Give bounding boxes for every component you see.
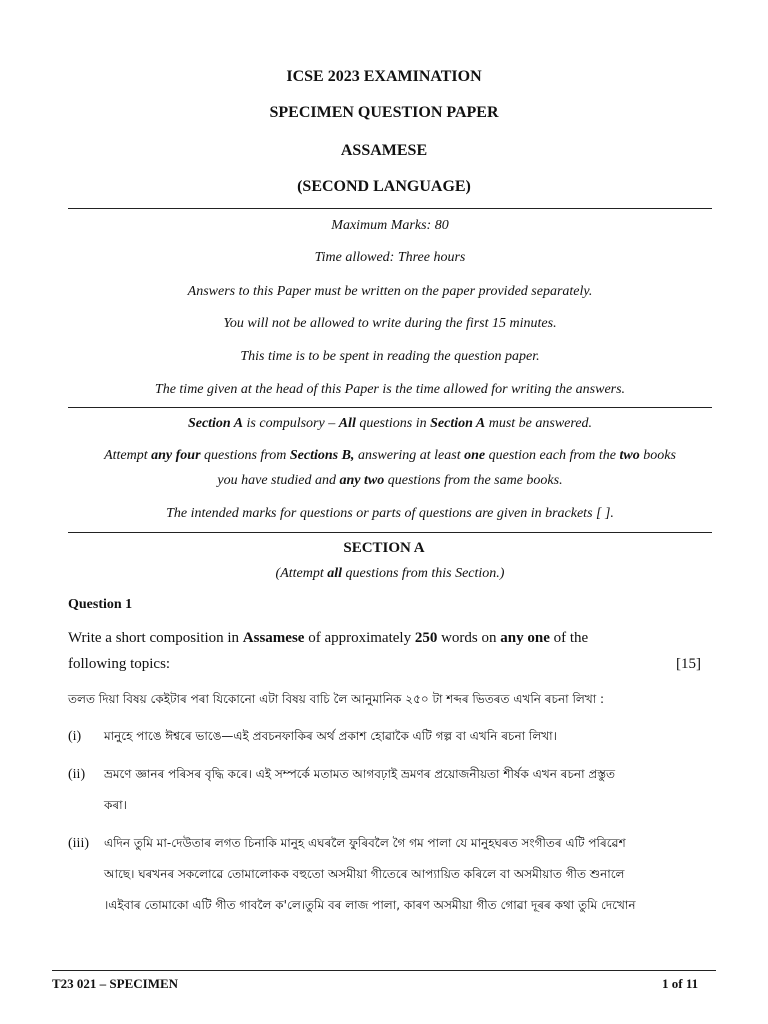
item-text-line: ভ্ৰমণে জ্ঞানৰ পৰিসৰ বৃদ্ধি কৰে। এই সম্পৰ্কে মতামত আগবঢ়াই ভ্ৰমণৰ প্ৰয়োজনীয়তা শীৰ্ষক এখন ৰচনা প্ৰস্তুত [104,767,615,781]
item-number: (iii) [68,836,89,851]
subject-title: ASSAMESE [340,142,428,159]
language-title: (SECOND LANGUAGE) [297,178,471,195]
rule-text: you have studied and [217,473,340,488]
rule-bold: one [464,448,486,463]
rule-section-a-bold-1: Section A [187,416,244,431]
rule-bold-all: All [338,416,356,431]
rule-text: question each from the [485,448,620,463]
assamese-intro: তলত দিয়া বিষয় কেইটাৰ পৰা যিকোনো এটা বিষয় বাচি লৈ আনুমানিক ২৫০ টা শব্দৰ ভিতৰত এখনি ৰচনা লিখা : [68,692,605,706]
instruction-no-writing: You will not be allowed to write during the first 15 minutes. [223,316,557,331]
rule-section-a [40,416,740,432]
prompt-bold: Assamese [242,630,305,646]
divider-top [68,208,712,209]
footer-rule [52,970,716,971]
rule-text: must be answered. [485,416,593,431]
item-text-line: মানুহে পাঙে ঈশ্বৰে ভাঙে—এই প্ৰবচনফাকিৰ অৰ্থ প্ৰকাশ হোৱাকৈ এটি গল্প বা এখনি ৰচনা লিখা। [104,729,557,743]
prompt-text: words on [437,630,501,646]
prompt-text: of approximately [304,630,415,646]
prompt-text: of the [549,630,589,646]
footer-page-number: 1 of 11 [662,976,699,991]
rule-section-a-bold-2: Section A [430,416,486,431]
divider-bottom [68,532,712,533]
rule-text: questions in [355,416,431,431]
section-title: SECTION A [343,540,425,556]
rule-text: questions from [200,448,290,463]
item-text-line: আছে। ঘৰখনৰ সকলোৱে তোমালোকক বহুতো অসমীয়া গীতেৰে আপ্যায়িত কৰিলে বা অসমীয়াত গীত শুনালে [104,867,625,881]
rule-text: answering at least [354,448,465,463]
prompt-bold: 250 [414,630,438,646]
rule-text: questions from the same books. [384,473,563,488]
exam-title: ICSE 2023 EXAMINATION [286,68,482,85]
time-allowed: Time allowed: Three hours [314,250,466,265]
prompt-bold: any one [500,630,550,646]
item-text-line: কৰা। [104,798,127,812]
section-subtitle [40,566,740,582]
rule-bold: any four [151,448,201,463]
rule-text: books [639,448,676,463]
item-text-line: এদিন তুমি মা-দেউতাৰ লগত চিনাকি মানুহ এঘৰলৈ ফুৰিবলৈ গৈ গম পালা যে মানুহঘৰত সংগীতৰ এটি পৰিৱেশ [104,836,626,850]
question-prompt-line2: following topics: [68,656,171,672]
section-subtitle-bold: all [327,566,343,581]
question-label: Question 1 [68,597,133,612]
rule-bold: two [619,448,640,463]
rule-bold: Sections B, [289,448,355,463]
rule-section-b-line2 [40,473,740,489]
instruction-time-head: The time given at the head of this Paper is the time allowed for writing the answers. [154,382,626,397]
question-marks: [15] [676,656,701,672]
paper-type-title: SPECIMEN QUESTION PAPER [269,104,499,121]
divider-middle [68,407,712,408]
rule-marks-brackets: The intended marks for questions or parts of questions are given in brackets [ ]. [166,506,614,521]
rule-bold: any two [339,473,385,488]
item-number: (i) [68,729,82,744]
section-subtitle-text: (Attempt [275,566,328,581]
item-text-line: ।এইবাৰ তোমাকো এটি গীত গাবলৈ ক'লে।তুমি বৰ লাজ পালা, কাৰণ অসমীয়া গীত গোৱা দূৰৰ কথা তুমি দেখোন [104,898,636,912]
max-marks: Maximum Marks: 80 [331,218,449,233]
item-number: (ii) [68,767,86,782]
instruction-answers: Answers to this Paper must be written on the paper provided separately. [187,284,593,299]
question-prompt-line1 [68,630,708,647]
prompt-text: Write a short composition in [68,630,243,646]
footer-code: T23 021 – SPECIMEN [52,976,179,991]
rule-text: Attempt [104,448,152,463]
instruction-reading: This time is to be spent in reading the question paper. [240,349,540,364]
rule-section-b-line1 [30,448,750,464]
rule-text: is compulsory – [243,416,339,431]
section-subtitle-text: questions from this Section.) [342,566,505,581]
